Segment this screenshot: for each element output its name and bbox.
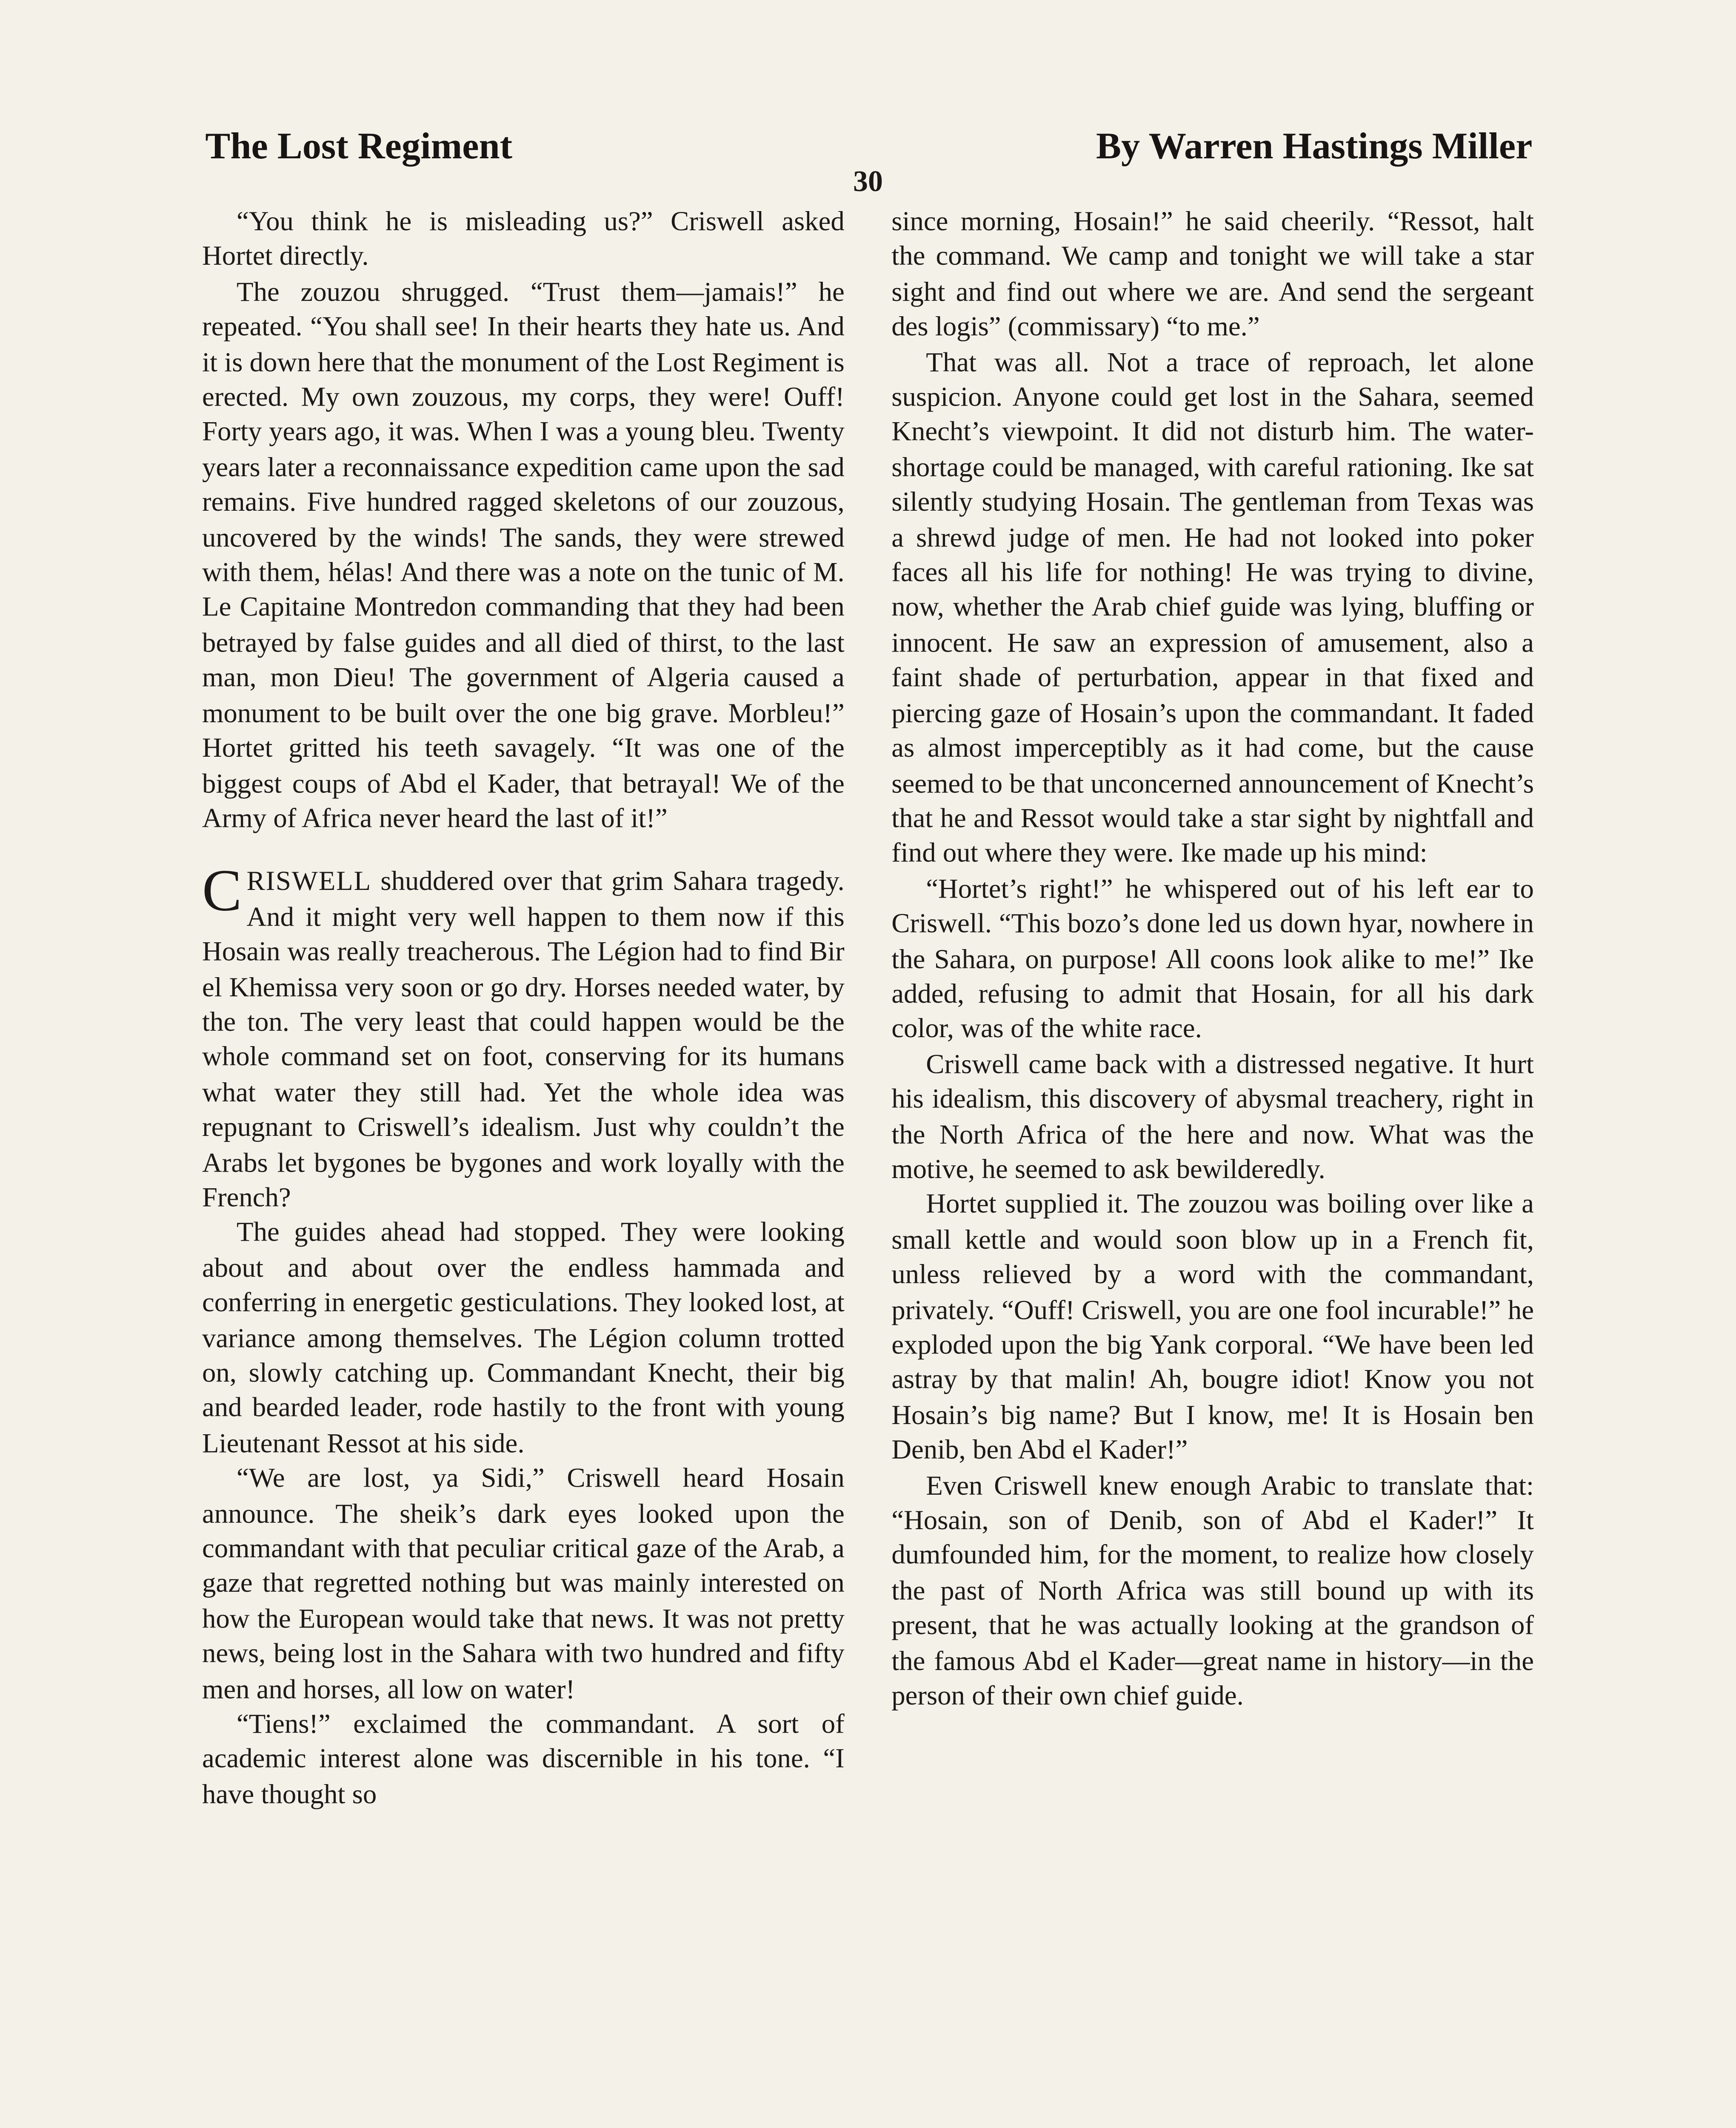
paragraph: Even Criswell knew enough Arabic to translate that: “Hosain, son of Denib, son of Abd el Kader!” It dumfounded him, for the moment, to realize how closely the past of North Africa was still bound up with its present, that he was actually looking at the grandson of the famous Abd el Kader—great name in history—in the person of their own chief guide.: [891, 1469, 1534, 1711]
right-column: [891, 204, 1534, 1713]
paragraph: That was all. Not a trace of reproach, let alone suspicion. Anyone could get lost in the Sahara, seemed Knecht’s viewpoint. It did not disturb him. The water-shortage could be managed, with careful rationing. Ike sat silently studying Hosain. The gentleman from Texas was a shrewd judge of men. He had not looked into poker faces all his life for nothing! He was trying to divine, now, whether the Arab chief guide was lying, bluffing or innocent. He saw an expression of amusement, also a faint shade of perturbation, appear in that fixed and piercing gaze of Hosain’s upon the commandant. It faded as almost imperceptibly as it had come, but the cause seemed to be that unconcerned announcement of Knecht’s that he and Ressot would take a star sight by nightfall and find out where they were. Ike made up his mind:: [891, 346, 1534, 869]
paragraph: The zouzou shrugged. “Trust them—jamais!” he repeated. “You shall see! In their hearts they hate us. And it is down here that the monument of the Lost Regiment is erected. My own zouzous, my corps, they were! Ouff! Forty years ago, it was. When I was a young bleu. Twenty years later a reconnaissance expedition came upon the sad remains. Five hundred ragged skeletons of our zouzous, uncovered by the winds! The sands, they were strewed with them, hélas! And there was a note on the tunic of M. Le Capitaine Montredon commanding that they had been betrayed by false guides and all died of thirst, to the last man, mon Dieu! The government of Algeria caused a monument to be built over the one big grave. Morbleu!” Hortet gritted his teeth savagely. “It was one of the biggest coups of Abd el Kader, that betrayal! We of the Army of Africa never heard the last of it!”: [202, 275, 845, 833]
page-number: 30: [853, 166, 883, 199]
left-column: [202, 204, 845, 1812]
paragraph: “We are lost, ya Sidi,” Criswell heard Hosain announce. The sheik’s dark eyes looked upon the commandant with that peculiar critical gaze of the Arab, a gaze that regretted nothing but was mainly interested on how the European would take that news. It was not pretty news, being lost in the Sahara with two hundred and fifty men and horses, all low on water!: [202, 1462, 845, 1704]
paragraph: “Hortet’s right!” he whispered out of his left ear to Criswell. “This bozo’s done led us down hyar, nowhere in the Sahara, on purpose! All coons look alike to me!” Ike added, refusing to admit that Hosain, for all his dark color, was of the white race.: [891, 872, 1534, 1044]
paragraph: Hortet supplied it. The zouzou was boiling over like a small kettle and would soon blow up in a French fit, unless relieved by a word with the commandant, privately. “Ouff! Criswell, you are one fool incurable!” he exploded upon the big Yank corporal. “We have been led astray by that malin! Ah, bougre idiot! Know you not Hosain’s big name? But I know, me! It is Hosain ben Denib, ben Abd el Kader!”: [891, 1188, 1534, 1465]
paragraph: Criswell came back with a distressed negative. It hurt his idealism, this discovery of abysmal treachery, right in the North Africa of the here and now. What was the motive, he seemed to ask bewilderedly.: [891, 1047, 1534, 1184]
section-text: shuddered over that grim Sahara tragedy. And it might very well happen to them now if this Hosain was really treacherous. The Légion had to find Bir el Khemissa very soon or go dry. Horses needed water, by the ton. The very least that could happen would be the whole command set on foot, conserving for its humans what water they still had. Yet the whole idea was repugnant to Criswell’s idealism. Just why couldn’t the Arabs let bygones be bygones and work loyally with the French?: [202, 865, 845, 1213]
paragraph: “You think he is misleading us?” Criswell asked Hortet directly.: [202, 205, 845, 272]
paragraph: “Tiens!” exclaimed the commandant. A sort of academic interest alone was discernible in his tone. “I have thought so: [202, 1708, 845, 1810]
story-title: The Lost Regiment: [205, 127, 513, 168]
paragraph-continued: since morning, Hosain!” he said cheerily. “Ressot, halt the command. We camp and tonight we will take a star sight and find out where we are. And send the sergeant des logis” (commissary) “to me.”: [891, 205, 1534, 342]
author-byline: By Warren Hastings Miller: [1096, 127, 1533, 168]
section-paragraph: [202, 859, 845, 1215]
lead-in-smallcaps: RISWELL: [246, 865, 372, 897]
drop-cap: C: [202, 859, 242, 925]
paragraph: The guides ahead had stopped. They were looking about and about over the endless hammada and conferring in energetic gesticulations. They looked lost, at variance among themselves. The Légion column trotted on, slowly catching up. Commandant Knecht, their big and bearded leader, rode hastily to the front with young Lieutenant Ressot at his side.: [202, 1216, 845, 1459]
